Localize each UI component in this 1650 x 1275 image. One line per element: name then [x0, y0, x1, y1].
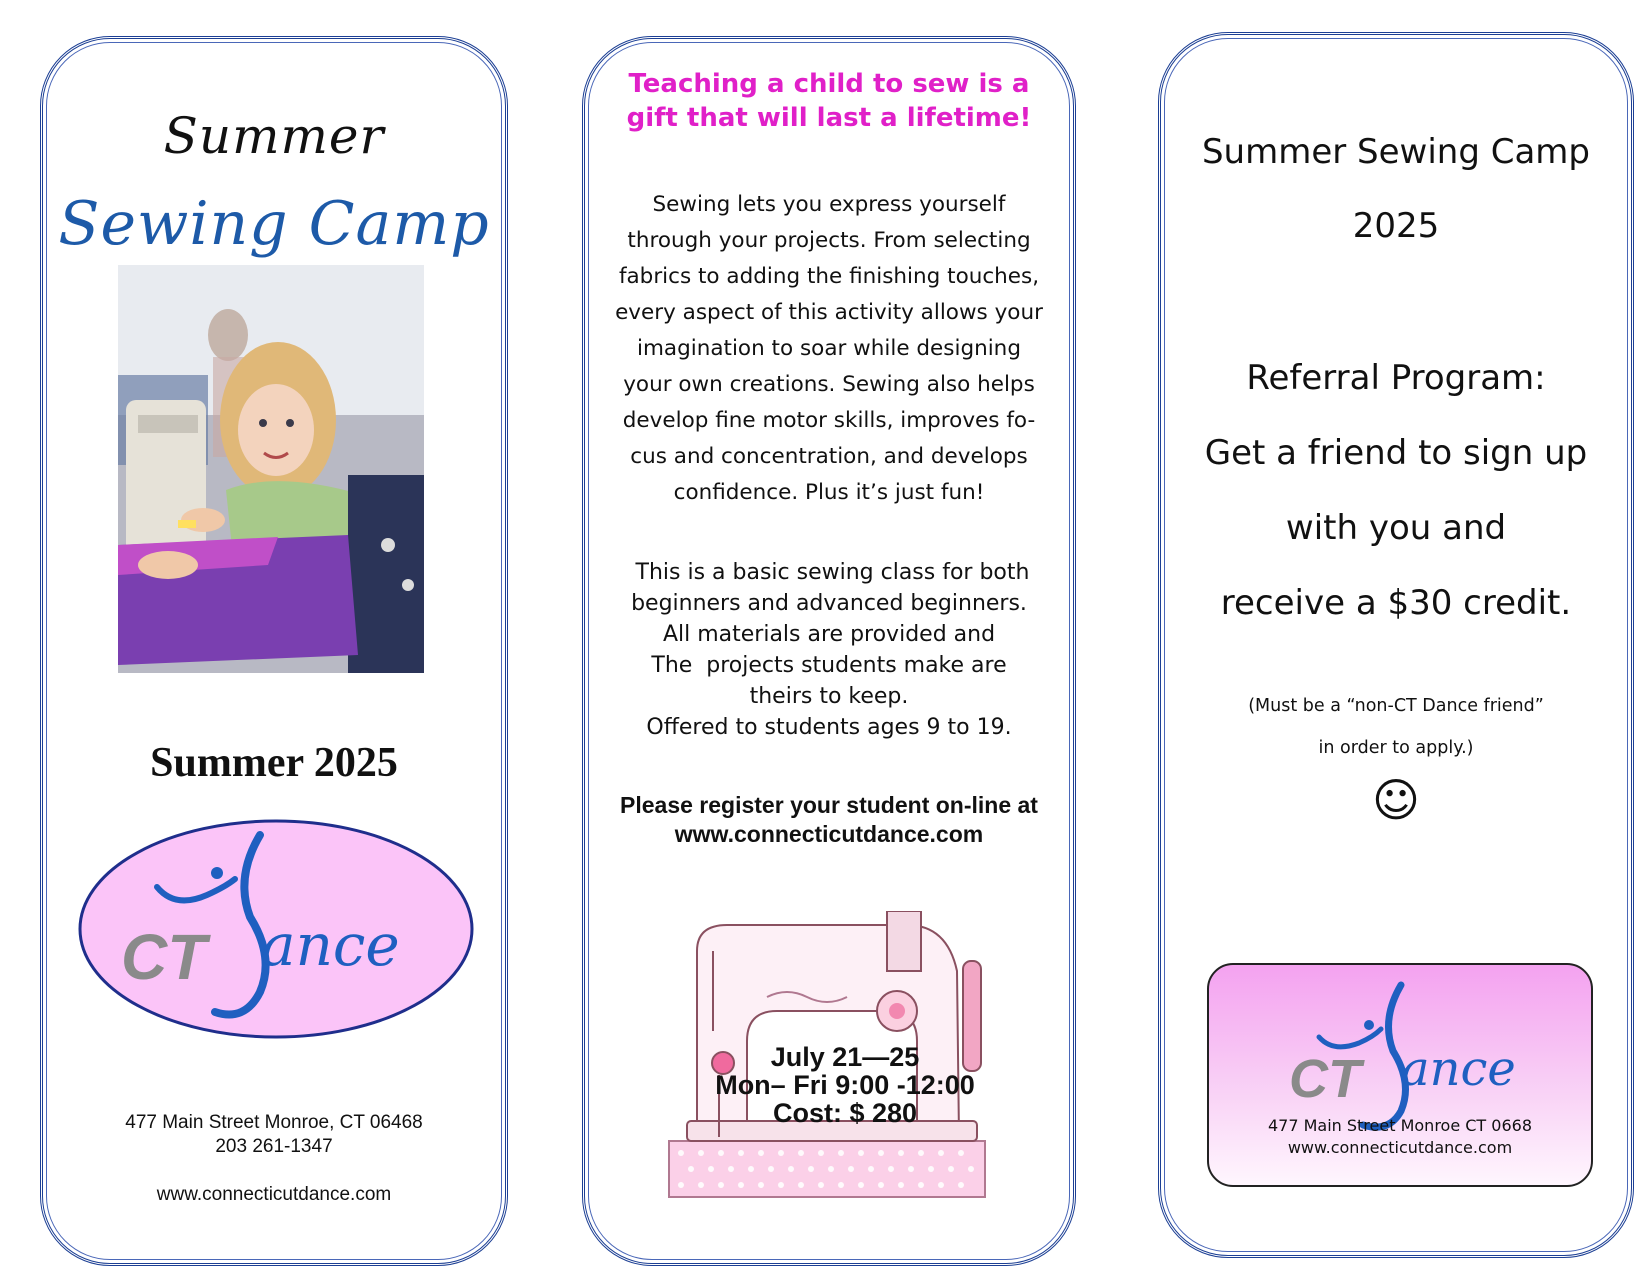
intro-paragraph — [603, 187, 1055, 511]
website-link[interactable]: www.connecticutdance.com — [156, 1184, 392, 1205]
paragraph-line: every aspect of this activity allows your — [615, 300, 1043, 325]
paragraph-line: fabrics to adding the finishing touches, — [618, 264, 1040, 289]
smiley-icon: ☺ — [1372, 773, 1420, 827]
paragraph-line: All materials are provided and — [662, 622, 996, 647]
box-address: 477 Main Street Monroe CT 0668 — [1267, 1116, 1533, 1135]
box-contact-text — [1209, 1115, 1591, 1159]
paragraph-line: your own creations. Sewing also helps — [623, 372, 1035, 397]
ct-dance-logo — [75, 817, 477, 1042]
contact-box — [1207, 963, 1593, 1187]
camp-title — [1161, 115, 1631, 263]
register-text: Please register your student on-line at — [620, 792, 1038, 818]
logo-dance-text: ance — [1401, 1041, 1516, 1097]
right-panel — [1158, 32, 1634, 1258]
schedule-block — [705, 1043, 985, 1127]
title-summer: Summer — [163, 107, 385, 165]
headline — [605, 67, 1053, 135]
paragraph-line: Sewing lets you express yourself — [652, 192, 1006, 217]
phone-line: 203 261-1347 — [215, 1136, 333, 1157]
referral-line: receive a $30 credit. — [1220, 583, 1572, 623]
paragraph-line: Offered to students ages 9 to 19. — [646, 715, 1012, 740]
logo-ct-text: CT — [121, 921, 207, 993]
title-sewing-camp: Sewing Camp — [58, 189, 490, 259]
referral-line: with you and — [1285, 508, 1507, 548]
left-panel — [40, 36, 508, 1266]
referral-line: Get a friend to sign up — [1204, 433, 1588, 473]
headline-line: Teaching a child to sew is a — [628, 69, 1030, 99]
register-callout — [591, 791, 1067, 849]
logo-dance-text: ance — [261, 911, 400, 979]
title-year: 2025 — [1352, 206, 1440, 246]
note-line: (Must be a “non-CT Dance friend” — [1248, 696, 1544, 716]
ct-dance-logo-small — [1289, 967, 1529, 1137]
paragraph-line: through your projects. From selecting — [627, 228, 1031, 253]
girl-sewing-image — [118, 265, 424, 673]
paragraph-line: beginners and advanced beginners. — [631, 591, 1027, 616]
referral-heading: Referral Program: — [1246, 358, 1546, 398]
logo-ct-text: CT — [1289, 1049, 1361, 1109]
address-block — [43, 1111, 505, 1159]
paragraph-line: confidence. Plus it’s just fun! — [673, 480, 985, 505]
register-link[interactable]: www.connecticutdance.com — [674, 821, 984, 847]
note-line: in order to apply.) — [1318, 738, 1474, 758]
box-website[interactable]: www.connecticutdance.com — [1287, 1138, 1513, 1157]
paragraph-line: imagination to soar while designing — [637, 336, 1021, 361]
middle-panel — [582, 36, 1076, 1266]
season-heading: Summer 2025 — [150, 740, 398, 786]
headline-line: gift that will last a lifetime! — [626, 103, 1032, 133]
camp-times: Mon– Fri 9:00 -12:00 — [715, 1070, 975, 1100]
paragraph-line: The projects students make are — [651, 653, 1007, 678]
paragraph-line: theirs to keep. — [749, 684, 909, 709]
camp-dates: July 21—25 — [770, 1042, 920, 1072]
title-line: Summer Sewing Camp — [1201, 132, 1591, 172]
referral-program — [1161, 341, 1631, 641]
address-line: 477 Main Street Monroe, CT 06468 — [125, 1112, 423, 1133]
paragraph-line: cus and concentration, and develops — [630, 444, 1028, 469]
camp-photo — [118, 265, 424, 673]
paragraph-line: This is a basic sewing class for both — [628, 560, 1030, 585]
referral-note — [1161, 685, 1631, 769]
camp-cost: Cost: $ 280 — [772, 1098, 918, 1128]
paragraph-line: develop fine motor skills, improves fo- — [622, 408, 1036, 433]
class-description — [599, 557, 1059, 743]
